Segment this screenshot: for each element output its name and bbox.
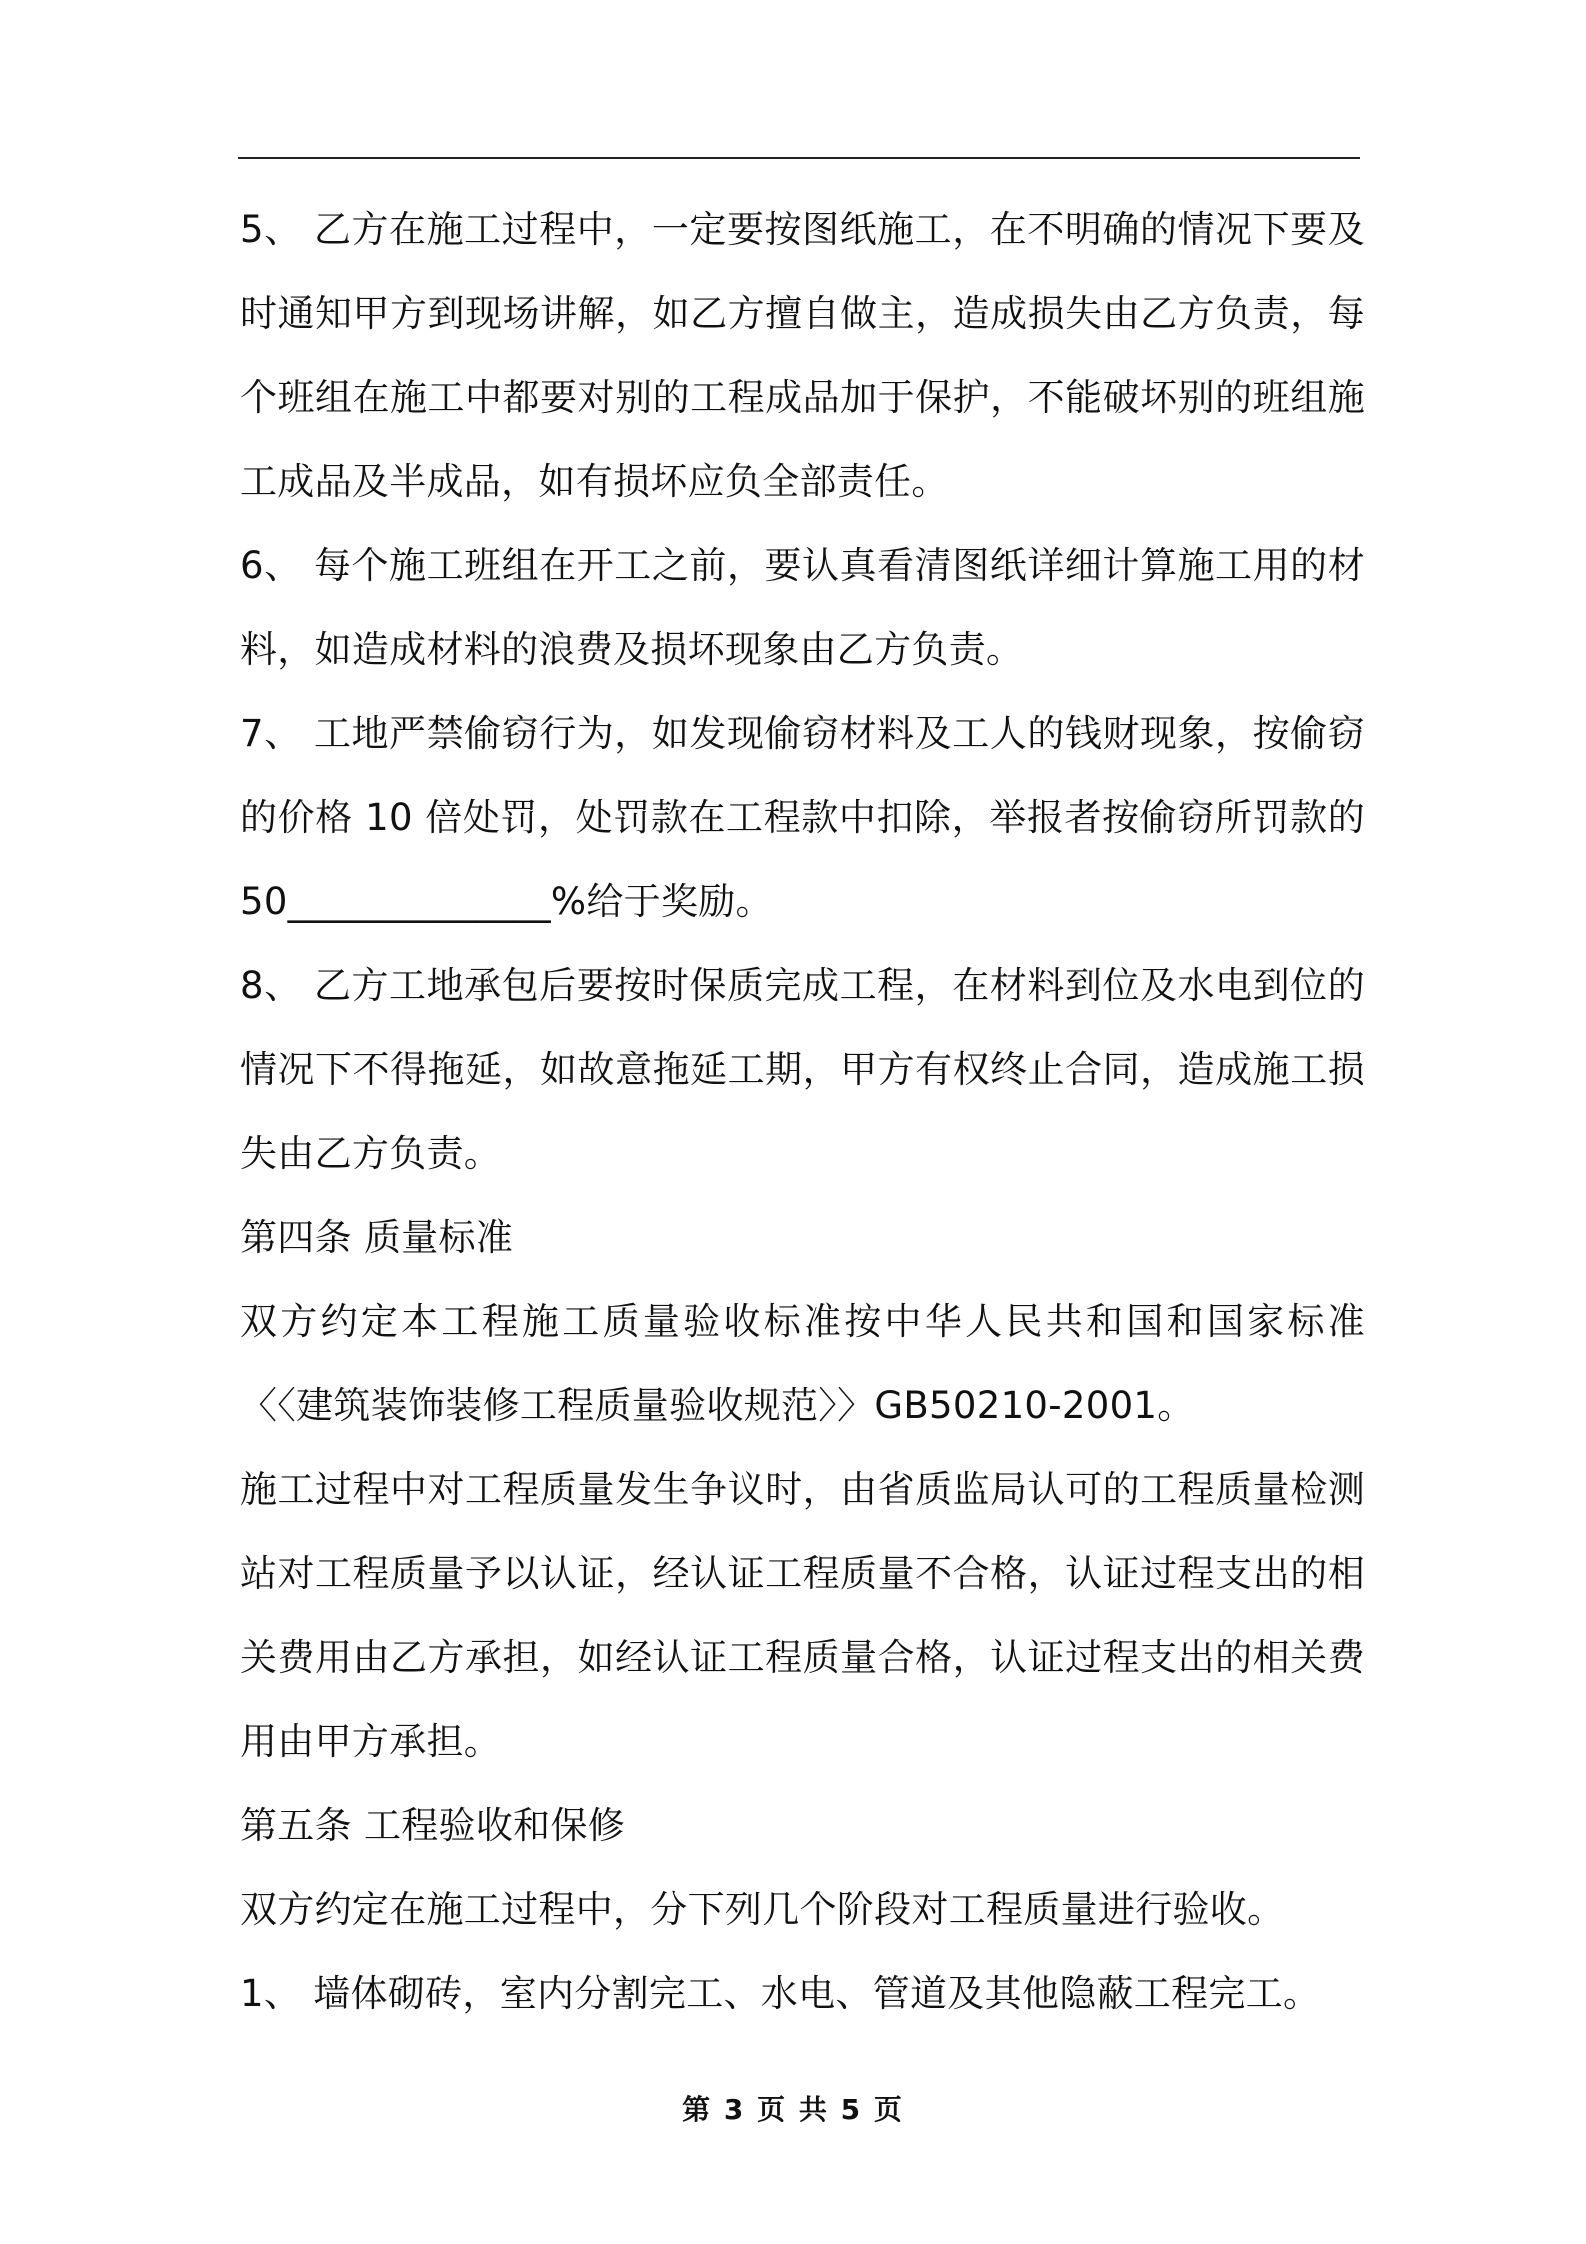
dispute-line-1: 施工过程中对工程质量发生争议时，由省质监局认可的工程质量检测 bbox=[240, 1468, 1365, 1511]
article-4-heading: 第四条 质量标准 bbox=[240, 1216, 514, 1259]
paragraph-5-line-4: 工成品及半成品，如有损坏应负全部责任。 bbox=[240, 460, 949, 503]
header-rule bbox=[238, 157, 1360, 159]
paragraph-7-line-3: 50______________%给于奖励。 bbox=[240, 880, 773, 923]
paragraph-6-line-2: 料，如造成材料的浪费及损坏现象由乙方负责。 bbox=[240, 628, 1024, 671]
dispute-line-4: 用由甲方承担。 bbox=[240, 1720, 502, 1763]
paragraph-7-line-1: 7、 工地严禁偷窃行为，如发现偷窃材料及工人的钱财现象，按偷窃 bbox=[240, 712, 1365, 755]
paragraph-8-line-2: 情况下不得拖延，如故意拖延工期，甲方有权终止合同，造成施工损 bbox=[240, 1048, 1365, 1091]
dispute-line-2: 站对工程质量予以认证，经认证工程质量不合格，认证过程支出的相 bbox=[240, 1552, 1365, 1595]
paragraph-7-line-2: 的价格 10 倍处罚，处罚款在工程款中扣除，举报者按偷窃所罚款的 bbox=[240, 796, 1365, 839]
dispute-line-3: 关费用由乙方承担，如经认证工程质量合格，认证过程支出的相关费 bbox=[240, 1636, 1365, 1679]
paragraph-5-line-3: 个班组在施工中都要对别的工程成品加于保护，不能破坏别的班组施 bbox=[240, 376, 1365, 419]
acceptance-intro: 双方约定在施工过程中，分下列几个阶段对工程质量进行验收。 bbox=[240, 1888, 1285, 1931]
page-number-footer: 第 3 页 共 5 页 bbox=[682, 2093, 904, 2126]
quality-standard-line-1: 双方约定本工程施工质量验收标准按中华人民共和国和国家标准 bbox=[240, 1300, 1365, 1343]
acceptance-item-1: 1、 墙体砌砖，室内分割完工、水电、管道及其他隐蔽工程完工。 bbox=[240, 1972, 1321, 2015]
paragraph-6-line-1: 6、 每个施工班组在开工之前，要认真看清图纸详细计算施工用的材 bbox=[240, 544, 1365, 587]
article-5-heading: 第五条 工程验收和保修 bbox=[240, 1804, 626, 1847]
paragraph-5-line-2: 时通知甲方到现场讲解，如乙方擅自做主，造成损失由乙方负责，每 bbox=[240, 292, 1365, 335]
quality-standard-line-2: 〈〈建筑装饰装修工程质量验收规范〉〉GB50210-2001。 bbox=[240, 1384, 1195, 1427]
paragraph-8-line-3: 失由乙方负责。 bbox=[240, 1132, 502, 1175]
paragraph-8-line-1: 8、 乙方工地承包后要按时保质完成工程，在材料到位及水电到位的 bbox=[240, 964, 1365, 1007]
paragraph-5-line-1: 5、 乙方在施工过程中，一定要按图纸施工，在不明确的情况下要及 bbox=[240, 208, 1365, 251]
